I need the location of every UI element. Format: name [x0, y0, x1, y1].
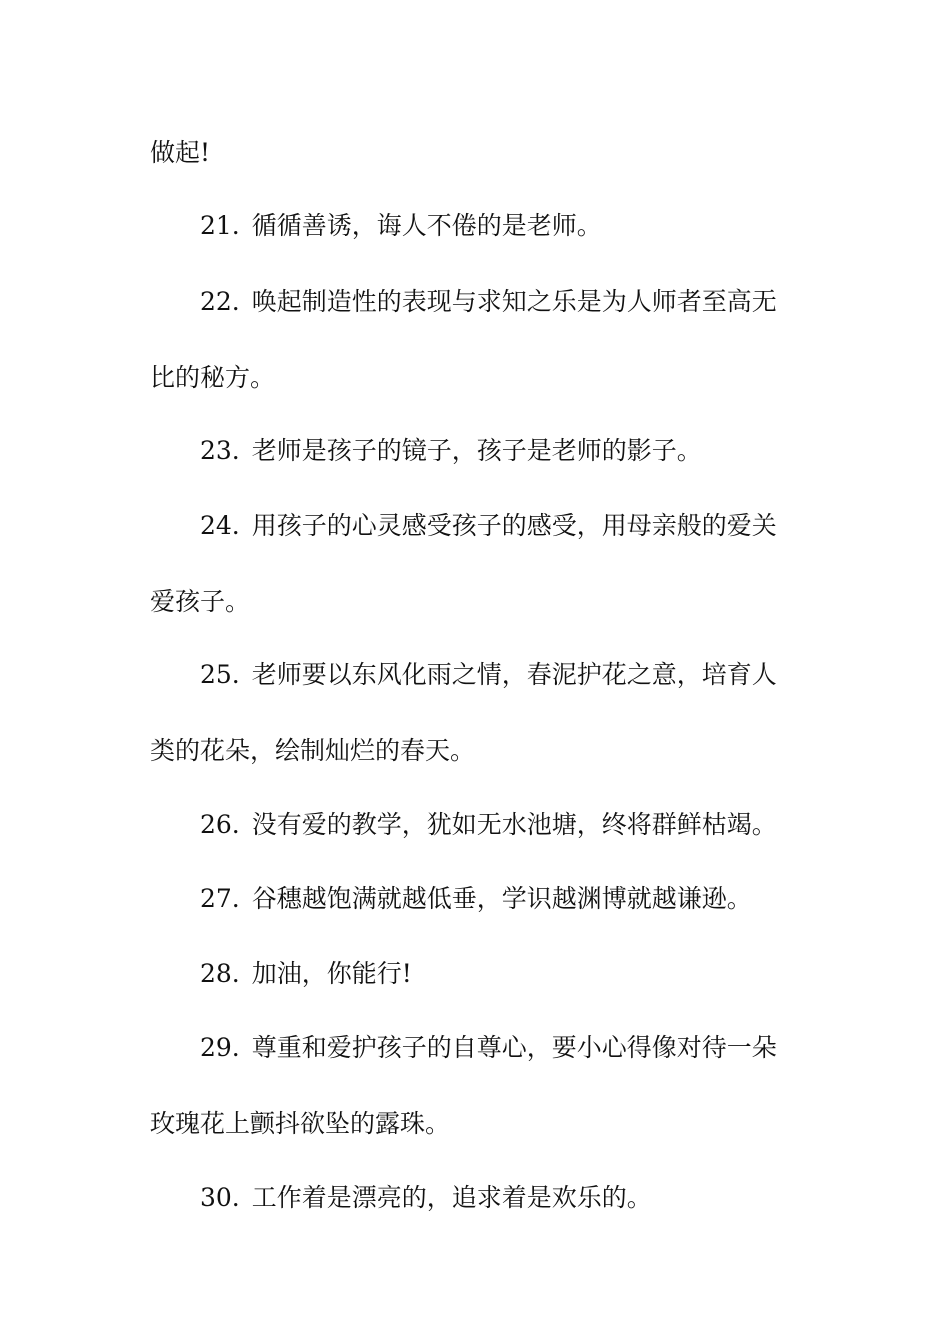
text-line	[0, 1108, 950, 1140]
text-line	[0, 586, 950, 618]
line-text: 玫瑰花上颤抖欲坠的露珠。	[150, 1109, 451, 1138]
item-number: 24.	[200, 511, 240, 540]
item-text: 循循善诱，诲人不倦的是老师。	[251, 211, 602, 240]
list-item-28	[0, 958, 950, 990]
line-text: 类的花朵，绘制灿烂的春天。	[150, 736, 476, 765]
text-line	[0, 137, 950, 169]
item-text: 没有爱的教学，犹如无水池塘，终将群鲜枯竭。	[251, 810, 777, 839]
list-item-24	[0, 510, 950, 542]
line-text: 比的秘方。	[150, 363, 276, 392]
item-text: 谷穗越饱满就越低垂，学识越渊博就越谦逊。	[251, 884, 752, 913]
item-number: 28.	[200, 959, 240, 988]
item-number: 29.	[200, 1033, 240, 1062]
line-text: 做起!	[150, 138, 211, 167]
item-text: 加油，你能行!	[251, 959, 412, 988]
item-text: 老师要以东风化雨之情，春泥护花之意，培育人	[251, 660, 777, 689]
item-number: 22.	[200, 287, 240, 316]
list-item-27	[0, 883, 950, 915]
item-text: 尊重和爱护孩子的自尊心，要小心得像对待一朵	[251, 1033, 777, 1062]
item-number: 23.	[200, 436, 240, 465]
list-item-26	[0, 809, 950, 841]
list-item-29	[0, 1032, 950, 1064]
list-item-25	[0, 659, 950, 691]
text-line	[0, 735, 950, 767]
line-text: 爱孩子。	[150, 587, 251, 616]
item-number: 25.	[200, 660, 240, 689]
item-number: 26.	[200, 810, 240, 839]
item-text: 工作着是漂亮的，追求着是欢乐的。	[251, 1183, 652, 1212]
list-item-30	[0, 1182, 950, 1214]
item-number: 30.	[200, 1183, 240, 1212]
item-text: 唤起制造性的表现与求知之乐是为人师者至高无	[251, 287, 777, 316]
item-text: 用孩子的心灵感受孩子的感受，用母亲般的爱关	[251, 511, 777, 540]
list-item-23	[0, 435, 950, 467]
item-number: 27.	[200, 884, 240, 913]
list-item-21	[0, 210, 950, 242]
item-number: 21.	[200, 211, 240, 240]
item-text: 老师是孩子的镜子，孩子是老师的影子。	[251, 436, 702, 465]
list-item-22	[0, 286, 950, 318]
text-line	[0, 362, 950, 394]
